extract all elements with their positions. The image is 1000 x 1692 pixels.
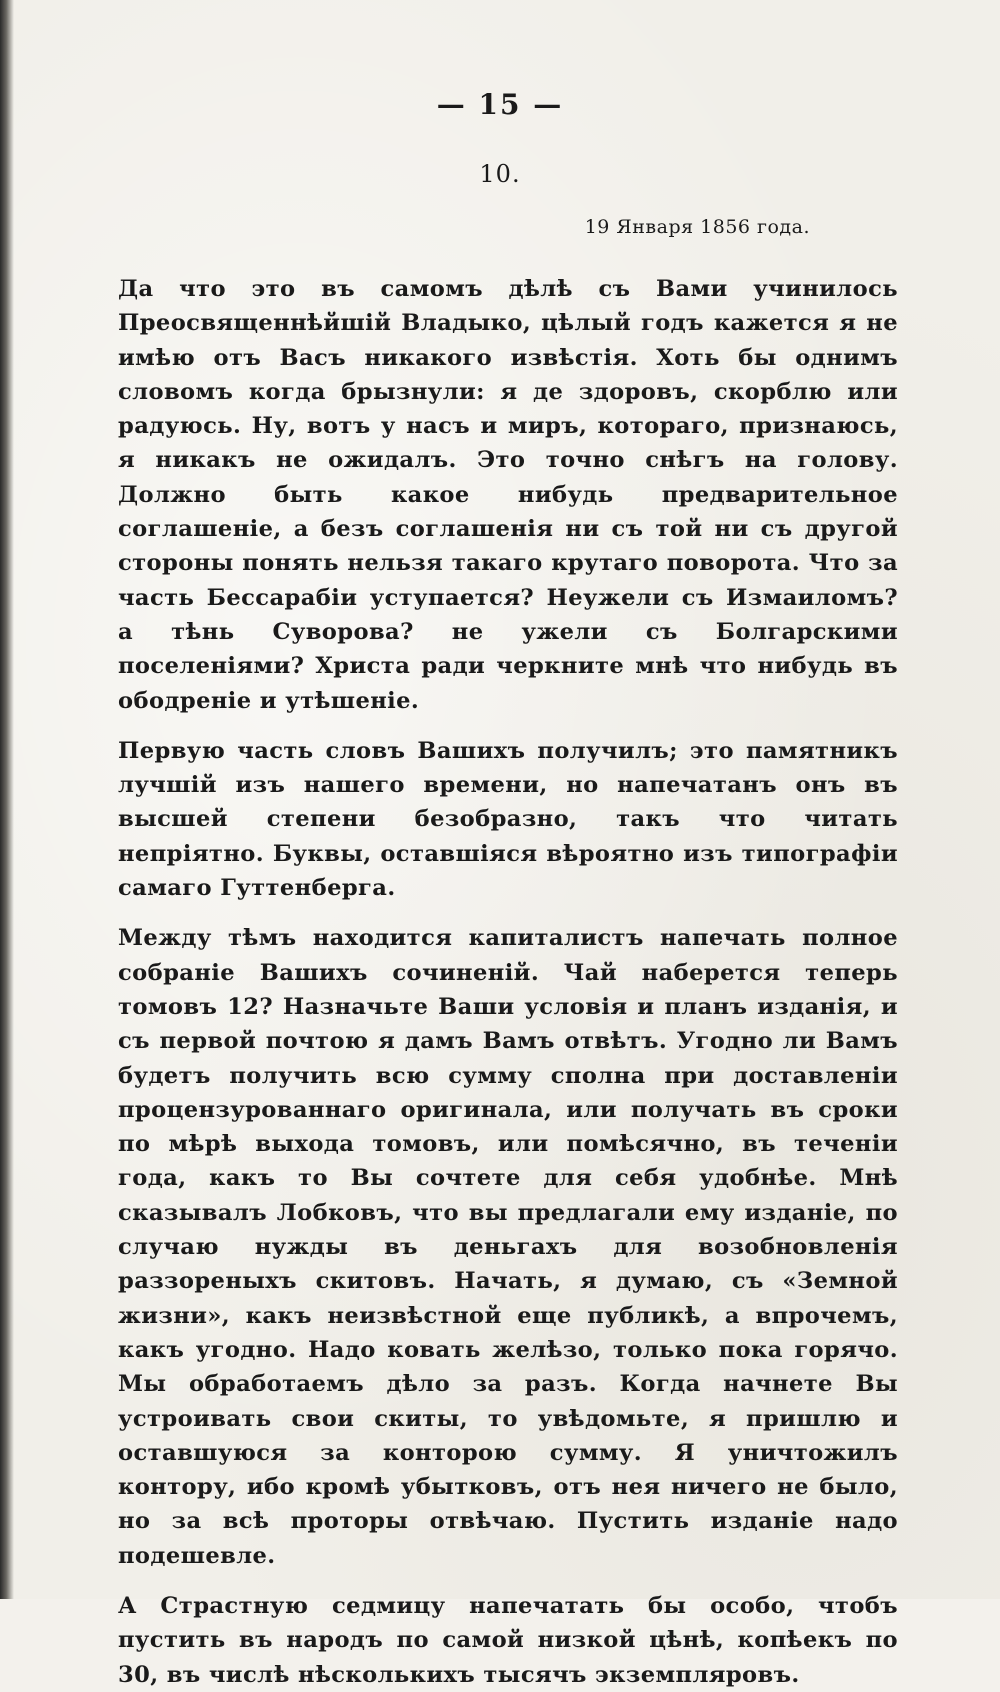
paragraph-3: Между тѣмъ находится капиталистъ напечать полное собраніе Вашихъ сочиненій. Чай наберется теперь томовъ 12? Назначьте Ваши условія и планъ изданія, и съ первой почтою я дамъ Вамъ отвѣтъ. Угодно ли Вамъ будетъ получить всю сумму сполна при доставленіи процензурованнаго оригинала, или получать въ сроки по мѣрѣ выхода томовъ, или помѣсячно, въ теченіи года, какъ то Вы сочтете для себя удобнѣе. Мнѣ сказывалъ Лобковъ, что вы предлагали ему изданіе, по случаю нужды въ деньгахъ для возобновленія раззореныхъ скитовъ. Начать, я думаю, съ «Земной жизни», какъ неизвѣстной еще публикѣ, а впрочемъ, какъ угодно. Надо ковать желѣзо, только пока горячо. Мы обработаемъ дѣло за разъ. Когда начнете Вы устроивать свои скиты, то увѣдомьте, я пришлю и оставшуюся за конторою сумму. Я уничтожилъ контору, ибо кромѣ убытковъ, отъ нея ничего не было, но за всѣ проторы отвѣчаю. Пустить изданіе надо подешевле.: [118, 925, 898, 1569]
page-spine-shadow: [0, 0, 14, 1599]
letter-date: 19 Января 1856 года.: [584, 216, 810, 238]
letter-body: [118, 272, 898, 1692]
page-number: — 15 —: [436, 88, 564, 121]
letter-number: 10.: [479, 160, 521, 188]
paragraph-1: Да что это въ самомъ дѣлѣ съ Вами учинилось Преосвященнѣйшій Владыко, цѣлый годъ кажется я не имѣю отъ Васъ никакого извѣстія. Хоть бы однимъ словомъ когда брызнули: я де здоровъ, скорблю или радуюсь. Ну, вотъ у насъ и миръ, котораго, признаюсь, я никакъ не ожидалъ. Это точно снѣгъ на голову. Должно быть какое нибудь предварительное соглашеніе, а безъ соглашенія ни съ той ни съ другой стороны понять нельзя такаго крутаго поворота. Что за часть Бессарабіи уступается? Неужели съ Измаиломъ? а тѣнь Суворова? не ужели съ Болгарскими поселеніями? Христа ради черкните мнѣ что нибудь въ ободреніе и утѣшеніе.: [118, 276, 898, 714]
paragraph-2: Первую часть словъ Вашихъ получилъ; это памятникъ лучшій изъ нашего времени, но напечатанъ онъ въ высшей степени безобразно, такъ что читать непріятно. Буквы, оставшіяся вѣроятно изъ типографіи самаго Гуттенберга.: [118, 737, 898, 902]
paragraph-4: А Страстную седмицу напечатать бы особо, чтобъ пустить въ народъ по самой низкой цѣнѣ, копѣекъ по 30, въ числѣ нѣсколькихъ тысячъ экземпляровъ.: [118, 1592, 898, 1688]
